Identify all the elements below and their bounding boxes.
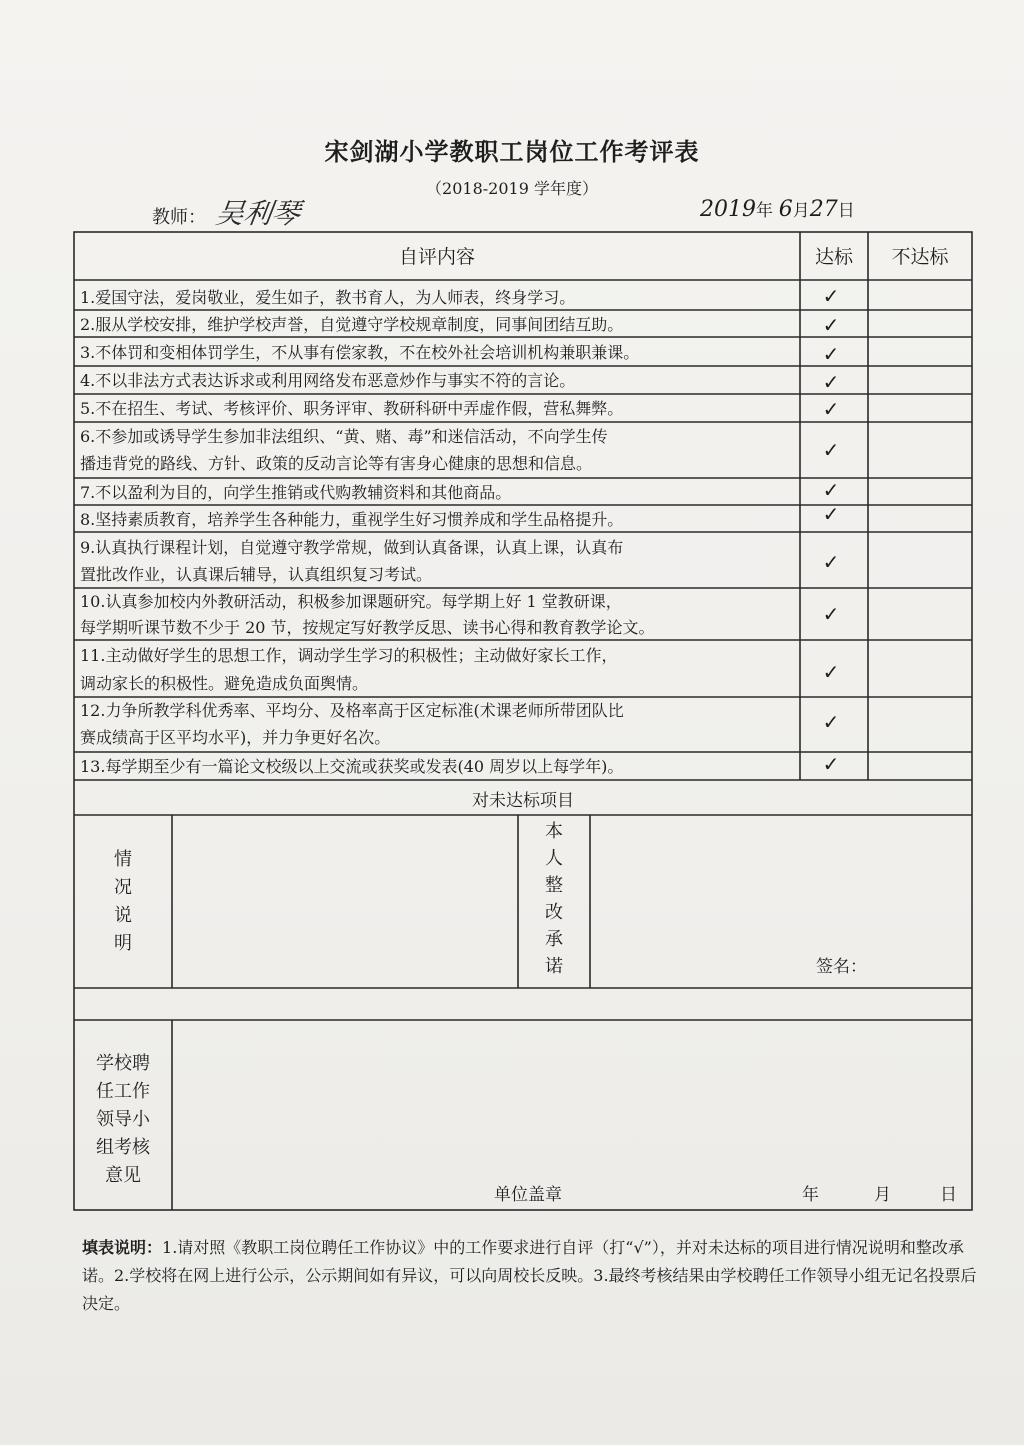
fill-instructions [82,1234,982,1318]
item-8: 8.坚持素质教育，培养学生各种能力，重视学生好习惯养成和学生品格提升。 [80,510,624,529]
item-9-check-icon: ✓ [822,550,840,574]
item-11-line-1: 11.主动做好学生的思想工作，调动学生学习的积极性；主动做好家长工作， [80,646,618,665]
item-3-check-icon: ✓ [822,342,840,366]
item-11-check-icon: ✓ [822,660,840,684]
date-year-label: 年 [756,201,773,221]
item-5: 5.不在招生、考试、考核评价、职务评审、教研科研中弄虚作假，营私舞弊。 [80,399,624,418]
item-6-check-icon: ✓ [822,438,840,462]
situation-area[interactable] [174,817,516,986]
committee-label: 学校聘 任工作 领导小 组考核 意见 [96,1053,150,1186]
stamp-year-label: 年 [802,1185,819,1205]
header-pass: 达标 [814,246,853,268]
header-content: 自评内容 [398,246,475,268]
date-month: 6 [778,197,793,222]
date-day: 27 [809,197,838,222]
item-7: 7.不以盈利为目的，向学生推销或代购教辅资料和其他商品。 [80,483,512,502]
item-4-check-icon: ✓ [822,370,840,394]
item-13-check-icon: ✓ [822,752,840,776]
item-4: 4.不以非法方式表达诉求或利用网络发布恶意炒作与事实不符的言论。 [80,371,576,390]
situation-label: 情 况 说 明 [114,849,132,954]
item-5-check-icon: ✓ [822,397,840,421]
notes-prefix: 填表说明： [82,1238,163,1257]
item-10-line-2: 每学期听课节数不少于 20 节，按规定写好教学反思、读书心得和教育教学论文。 [80,618,655,637]
item-2: 2.服从学校安排，维护学校声誉，自觉遵守学校规章制度，同事间团结互助。 [80,315,624,334]
item-3: 3.不体罚和变相体罚学生，不从事有偿家教，不在校外社会培训机构兼职兼课。 [80,343,640,362]
school-year: （2018-2019 学年度） [426,179,598,198]
teacher-label: 教师： [152,207,206,228]
form-title: 宋剑湖小学教职工岗位工作考评表 [324,137,700,166]
item-12-check-icon: ✓ [822,710,840,734]
item-10-check-icon: ✓ [822,602,840,626]
item-9-line-2: 置批改作业，认真课后辅导，认真组织复习考试。 [80,565,433,584]
item-13: 13.每学期至少有一篇论文校级以上交流或获奖或发表(40 周岁以上每学年)。 [80,757,624,776]
item-6-line-1: 6.不参加或诱导学生参加非法组织、“黄、赌、毒”和迷信活动，不向学生传 [80,427,608,446]
stamp-day-label: 日 [940,1185,957,1205]
item-6-line-2: 播违背党的路线、方针、政策的反动言论等有害身心健康的思想和信息。 [80,454,593,473]
committee-opinion-area[interactable] [174,1022,970,1208]
promise-label: 本 人 整 改 承 诺 [545,821,563,977]
promise-area[interactable] [592,817,970,986]
item-1: 1.爱国守法，爱岗敬业，爱生如子，教书育人，为人师表，终身学习。 [80,288,576,307]
item-2-check-icon: ✓ [822,313,840,337]
item-12-line-2: 赛成绩高于区平均水平)，并力争更好名次。 [80,728,391,747]
unmet-header: 对未达标项目 [472,791,574,811]
header-fail: 不达标 [891,246,949,268]
teacher-signature: 吴利琴 [213,197,303,230]
item-11-line-2: 调动家长的积极性。避免造成负面舆情。 [80,674,369,693]
item-9-line-1: 9.认真执行课程计划，自觉遵守教学常规，做到认真备课，认真上课，认真布 [80,538,624,557]
date-year: 2019 [700,197,756,222]
item-10-line-1: 10.认真参加校内外教研活动，积极参加课题研究。每学期上好 1 堂教研课， [80,592,622,611]
stamp-label: 单位盖章 [494,1185,562,1205]
item-7-check-icon: ✓ [822,478,840,502]
item-8-check-icon: ✓ [822,502,840,526]
date-day-label: 日 [837,201,855,221]
item-1-check-icon: ✓ [822,284,840,308]
item-12-line-1: 12.力争所教学科优秀率、平均分、及格率高于区定标准(术课老师所带团队比 [80,701,624,720]
date-month-label: 月 [792,201,810,221]
stamp-month-label: 月 [874,1185,891,1205]
sign-label: 签名： [816,957,867,977]
notes-text: 1.请对照《教职工岗位聘任工作协议》中的工作要求进行自评（打“√”），并对未达标的项目进行情况说明和整改承诺。2.学校将在网上进行公示，公示期间如有异议，可以向周校长反映。3.最终考核结果由学校聘任工作领导小组无记名投票后决定。 [82,1238,977,1313]
